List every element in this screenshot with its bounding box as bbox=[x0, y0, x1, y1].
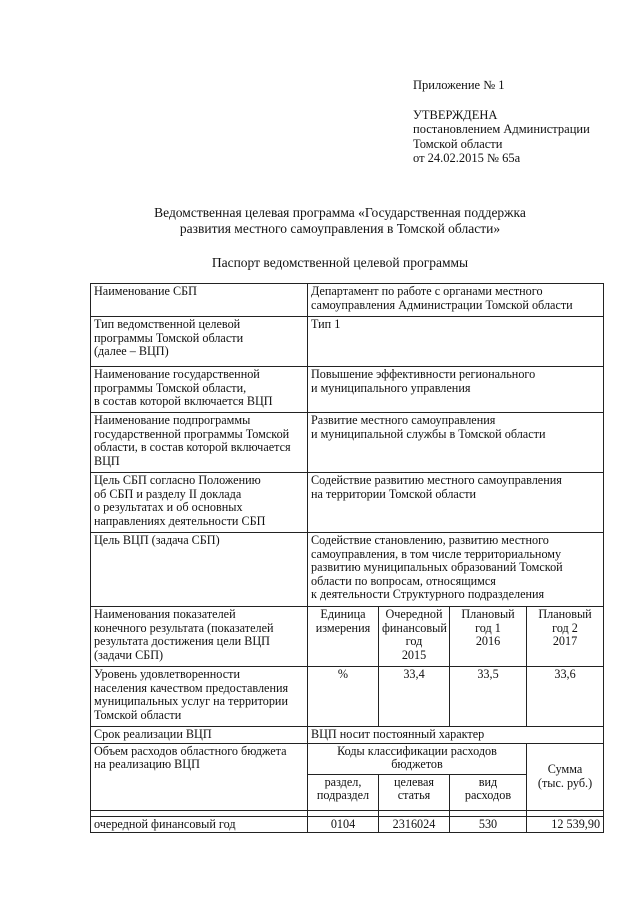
table-row bbox=[91, 667, 604, 727]
current-year-header: Очередной финансовый год 2015 bbox=[379, 607, 450, 667]
unit-value: % bbox=[308, 667, 379, 727]
row-value: Развитие местного самоуправления и муниципальной службы в Томской области bbox=[308, 413, 604, 473]
row-label: Уровень удовлетворенности населения качеством предоставления муниципальных услуг на территории Томской области bbox=[91, 667, 308, 727]
row-label: Наименование СБП bbox=[91, 284, 308, 317]
codes-header: Коды классификации расходов бюджетов bbox=[308, 743, 527, 774]
row-label: Цель СБП согласно Положению об СБП и разделу II доклада о результатах и об основных направлениях деятельности СБП bbox=[91, 473, 308, 533]
table-row bbox=[91, 317, 604, 367]
row-label: Тип ведомственной целевой программы Томской области (далее – ВЦП) bbox=[91, 317, 308, 367]
approval-date: от 24.02.2015 № 65а bbox=[413, 151, 521, 165]
appendix-number: Приложение № 1 bbox=[413, 78, 505, 92]
table-row bbox=[91, 473, 604, 533]
row-label: Срок реализации ВЦП bbox=[91, 727, 308, 744]
type-code: 530 bbox=[450, 816, 527, 833]
row-value: Департамент по работе с органами местного самоуправления Администрации Томской области bbox=[308, 284, 604, 317]
article-code: 2316024 bbox=[379, 816, 450, 833]
approved-stamp: УТВЕРЖДЕНА bbox=[413, 107, 498, 122]
value-2015: 33,4 bbox=[379, 667, 450, 727]
table-row bbox=[91, 816, 604, 833]
row-label: Наименование подпрограммы государственной программы Томской области, в состав которой включается ВЦП bbox=[91, 413, 308, 473]
value-2016: 33,5 bbox=[450, 667, 527, 727]
table-row bbox=[91, 727, 604, 744]
passport-table bbox=[90, 283, 604, 833]
row-label: очередной финансовый год bbox=[91, 816, 308, 833]
table-row bbox=[91, 533, 604, 607]
table-row bbox=[91, 284, 604, 317]
document-title: Ведомственная целевая программа «Государственная поддержка развития местного самоуправления в Томской области» bbox=[154, 205, 526, 236]
row-value: Содействие развитию местного самоуправления на территории Томской области bbox=[308, 473, 604, 533]
row-value: ВЦП носит постоянный характер bbox=[308, 727, 604, 744]
sum-value: 12 539,90 bbox=[527, 816, 604, 833]
unit-header: Единица измерения bbox=[308, 607, 379, 667]
row-label: Наименование государственной программы Томской области, в состав которой включается ВЦП bbox=[91, 367, 308, 413]
article-header: целевая статья bbox=[379, 774, 450, 810]
approval-line: Томской области bbox=[413, 136, 503, 151]
row-value: Тип 1 bbox=[308, 317, 604, 367]
row-value: Содействие становлению, развитию местного самоуправления, в том числе территориальному развитию муниципальных образований Томской области по вопросам, относящимся к деятельности Структурного подразделения bbox=[308, 533, 604, 607]
approval-block bbox=[413, 78, 590, 166]
approval-line: постановлением Администрации bbox=[413, 122, 590, 136]
row-label: Цель ВЦП (задача СБП) bbox=[91, 533, 308, 607]
table-row bbox=[91, 743, 604, 774]
passport-heading: Паспорт ведомственной целевой программы bbox=[211, 255, 469, 270]
table-row bbox=[91, 607, 604, 667]
plan-year-1-header: Плановый год 1 2016 bbox=[450, 607, 527, 667]
section-header: раздел, подраздел bbox=[308, 774, 379, 810]
type-header: вид расходов bbox=[450, 774, 527, 810]
table-row bbox=[91, 367, 604, 413]
sum-header: Сумма (тыс. руб.) bbox=[527, 743, 604, 810]
row-label: Объем расходов областного бюджета на реализацию ВЦП bbox=[91, 743, 308, 810]
row-label: Наименования показателей конечного результата (показателей результата достижения цели ВЦП (задачи СБП) bbox=[91, 607, 308, 667]
table-row bbox=[91, 413, 604, 473]
value-2017: 33,6 bbox=[527, 667, 604, 727]
plan-year-2-header: Плановый год 2 2017 bbox=[527, 607, 604, 667]
section-code: 0104 bbox=[308, 816, 379, 833]
row-value: Повышение эффективности регионального и муниципального управления bbox=[308, 367, 604, 413]
